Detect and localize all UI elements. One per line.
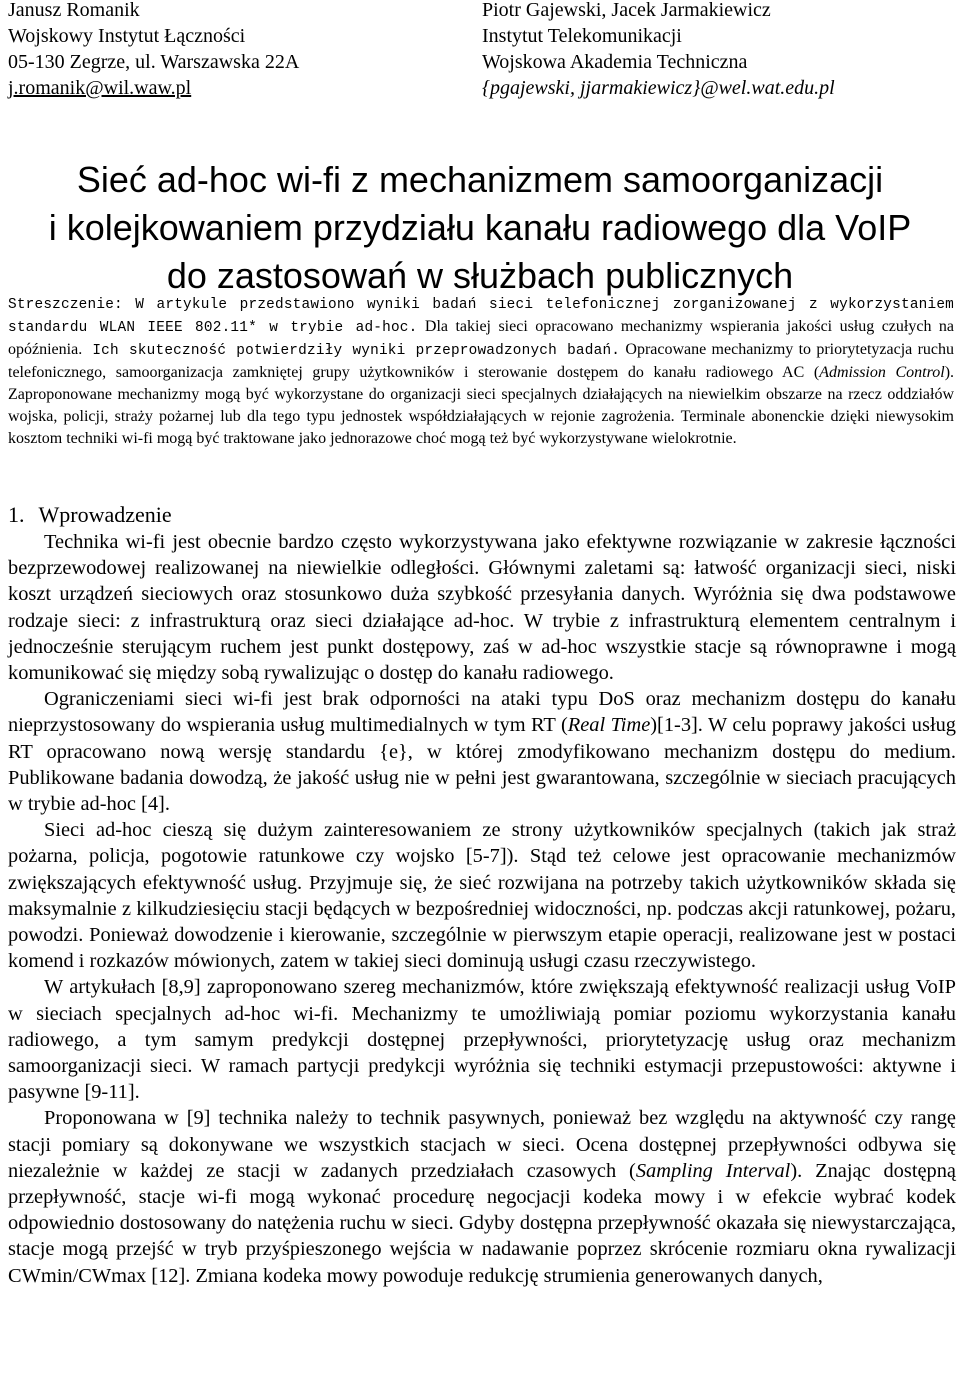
paragraph: Sieci ad-hoc cieszą się dużym zainteresowaniem ze strony użytkowników specjalnych (takich jak straż pożarna, policja, pogotowie ratunkowe czy wojsko [5-7]). Stąd też celowe jest opracowanie mechanizmów zwiększających efektywność usług. Przyjmuje się, że sieć rozwijana na potrzeby takich użytkowników składa się maksymalnie z kilkudziesięciu stacji będących w bezpośredniej widoczności, np. podczas akcji ratunkowej, pożaru, powodzi. Ponieważ dowodzenie i kierowanie, szczególnie w pierwszym etapie operacji, realizowane jest w postaci komend i rozkazów mówionych, zatem w takiej sieci dominują usługi czasu rzeczywistego.	[8, 819, 956, 973]
author-institution: Wojskowy Instytut Łączności	[8, 25, 246, 47]
abstract-part: Streszczenie: W artykule przedstawiono wyniki badań sieci telefonicznej zorganizowanej z wykorzystaniem standardu WLAN IEEE 802.11* w trybie ad-hoc.	[8, 297, 954, 336]
author-address: 05-130 Zegrze, ul. Warszawska 22A	[8, 51, 300, 73]
author-name: Janusz Romanik	[8, 0, 140, 21]
section-title: Wprowadzenie	[38, 502, 172, 527]
paragraph: Technika wi-fi jest obecnie bardzo często wykorzystywana jako efektywne rozwiązanie w zakresie łączności bezprzewodowej realizowanej na niewielkie odległości. Głównymi zaletami są: łatwość organizacji sieci, niski koszt urządzeń sieciowych oraz stosunkowo duża szybkość przesyłania danych. Wyróżnia się dwa podstawowe rodzaje sieci: z infrastrukturą oraz sieci działające ad-hoc. W trybie z infrastrukturą elementem centralnym i jednocześnie sterującym ruchem jest punkt dostępowy, zaś w ad-hoc wszystkie stacje są równoprawne i mogą komunikować się między sobą rywalizując o dostęp do kanału radiowego.	[8, 531, 956, 685]
title-line: do zastosowań w służbach publicznych	[166, 255, 794, 297]
title-line: Sieć ad-hoc wi-fi z mechanizmem samoorganizacji	[76, 159, 884, 201]
abstract-term: Admission Control	[819, 364, 945, 381]
title-line: i kolejkowaniem przydziału kanału radiowego dla VoIP	[48, 207, 912, 249]
abstract-part: ). Zaproponowane mechanizmy mogą być wykorzystane do organizacji sieci specjalnych działających na niewielkim obszarze na rzecz oddziałów wojska, policji, straży pożarnej lub dla tego typu jednostek współdziałających w rejonie zagrożenia. Terminale abonenckie dzięki niewysokim kosztom techniki wi-fi mogą być traktowane jako jednorazowe choć mogą też być wykorzystywane wielokrotnie.	[8, 364, 955, 447]
abstract-part: Ich skuteczność potwierdziły wyniki przeprowadzonych badań.	[82, 343, 621, 359]
paper-title	[0, 156, 960, 300]
paragraph: W artykułach [8,9] zaproponowano szereg mechanizmów, które zwiększają efektywność realizacji usług VoIP w sieciach specjalnych ad-hoc wi-fi. Mechanizmy te umożliwiają pomiar poziomu wykorzystania kanału radiowego, a tym samym predykcji dostępnej przepływności, priorytetyzację usług oraz mechanizm samoorganizacji sieci. W ramach partycji predykcji wyróżnia się techniki estymacji przepustowości: aktywne i pasywne [9-11].	[8, 976, 956, 1104]
section-number: 1.	[8, 502, 25, 527]
abstract-part: Opracowane mechanizmy to priorytetyzacja ruchu telefonicznego, samoorganizacja zamkniętej grupy użytkowników i sterowanie dostępem do kanału radiowego AC (	[8, 341, 955, 381]
author-university: Wojskowa Akademia Techniczna	[482, 51, 748, 73]
author-institution: Instytut Telekomunikacji	[482, 25, 682, 47]
paragraph: Proponowana w [9] technika należy to technik pasywnych, ponieważ bez względu na aktywność czy rangę stacji pomiary są dokonywane we wszystkich stacjach w sieci. Ocena dostępnej przepływności odbywa się niezależnie w każdej ze stacji w zadanych przedziałach czasowych (Sampling Interval). Znając dostępną przepływność, stacje wi-fi mogą wykonać procedurę negocjacji kodeka mowy i w efekcie wybrać kodek odpowiednio dostosowany do natężenia ruchu w sieci. Gdyby dostępna przepływność okazała się niewystarczająca, stacje mogą przejść w tryb przyśpieszonego wejścia w nadawanie poprzez skrócenie rozmiaru okna rywalizacji CWmin/CWmax [12]. Zmiana kodeka mowy powoduje redukcję strumienia generowanych danych,	[8, 1107, 956, 1287]
author-block	[0, 0, 960, 100]
abstract	[8, 293, 954, 450]
section-heading	[8, 501, 172, 529]
body-text	[8, 529, 956, 1289]
author-email: {pgajewski, jjarmakiewicz}@wel.wat.edu.pl	[482, 77, 835, 99]
abstract-part: Dla takiej sieci opracowano mechanizmy wspierania jakości usług czułych na opóźnienia.	[8, 318, 954, 358]
author-left	[8, 0, 299, 101]
paragraph: Ograniczeniami sieci wi-fi jest brak odporności na ataki typu DoS oraz mechanizm dostępu do kanału nieprzystosowany do wspierania usług multimedialnych w tym RT (Real Time)[1-3]. W celu poprawy jakości usług RT opracowano nową wersję standardu {e}, w której zmodyfikowano mechanizm dostępu do medium. Publikowane badania dowodzą, że jakość usług nie w pełni jest gwarantowana, szczególnie w sieciach pracujących w trybie ad-hoc [4].	[8, 688, 956, 816]
author-names: Piotr Gajewski, Jacek Jarmakiewicz	[482, 0, 771, 21]
author-email-link[interactable]: j.romanik@wil.waw.pl	[8, 77, 192, 99]
author-right	[482, 0, 835, 101]
